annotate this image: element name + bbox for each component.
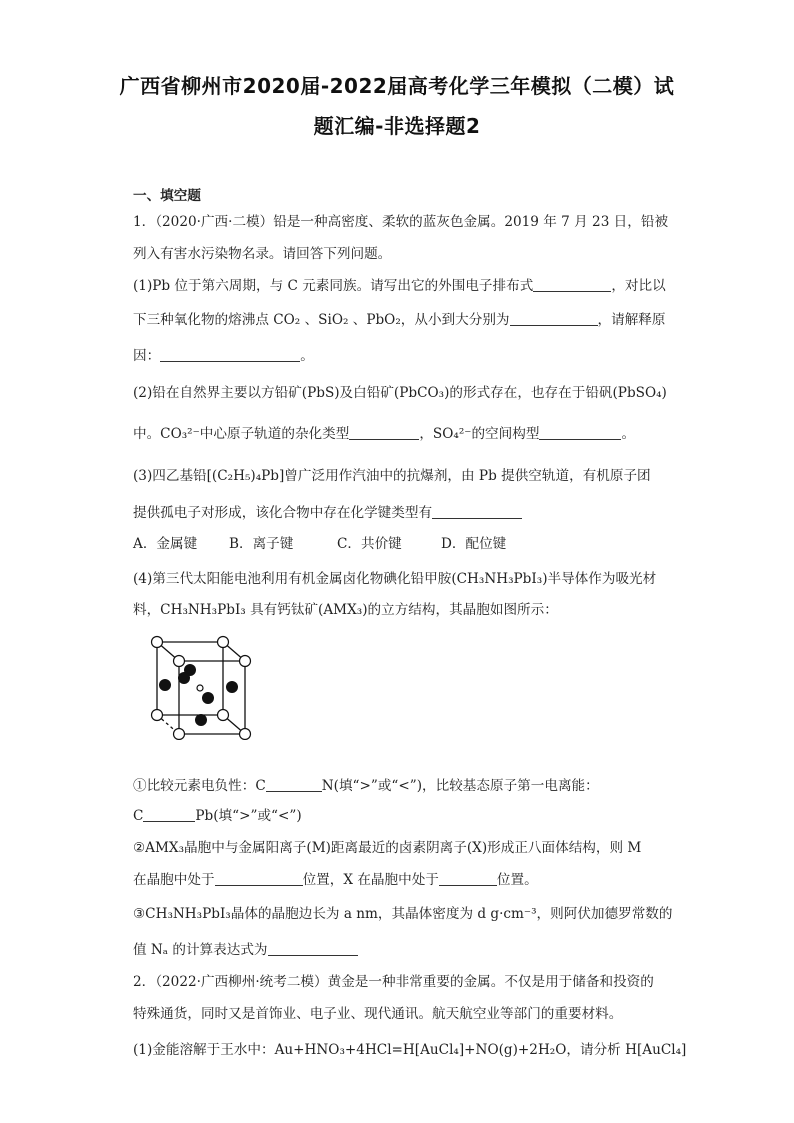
- answer-blank[interactable]: [160, 347, 300, 362]
- text-fragment: (1)Pb 位于第六周期，与 C 元素同族。请写出它的外围电子排布式: [133, 278, 534, 294]
- corner-atom: [152, 637, 163, 648]
- text-fragment: ，请解释原: [597, 312, 666, 328]
- option-c[interactable]: C．共价键: [337, 536, 402, 552]
- q1-part2-line-2: [133, 424, 673, 444]
- text-fragment: 在晶胞中处于: [133, 872, 215, 888]
- answer-blank[interactable]: [349, 425, 419, 440]
- corner-atom: [240, 656, 251, 667]
- text-fragment: 提供孤电子对形成，该化合物中存在化学键类型有: [133, 505, 433, 521]
- q1-options-row: [133, 534, 673, 554]
- text-fragment: 下三种氧化物的熔沸点 CO₂ 、SiO₂ 、PbO₂，从小到大分别为: [133, 312, 510, 328]
- answer-blank[interactable]: [268, 941, 358, 956]
- face-center-atom: [159, 679, 171, 691]
- text-fragment: Pb(填“>”或“<”): [195, 808, 302, 824]
- q1-part4-line-1: (4)第三代太阳能电池利用有机金属卤化物碘化铅甲胺(CH₃NH₃PbI₃)半导体作为吸光材: [133, 571, 657, 587]
- document-title-line-2: 题汇编-非选择题2: [313, 114, 481, 138]
- corner-atom: [174, 729, 185, 740]
- face-center-atom: [202, 692, 214, 704]
- text-fragment: ，对比以: [611, 278, 666, 294]
- answer-blank[interactable]: [439, 871, 497, 886]
- body-center-atom: [197, 685, 203, 691]
- q1-part3-line-1: (3)四乙基铅[(C₂H₅)₄Pb]曾广泛用作汽油中的抗爆剂，由 Pb 提供空轨道，有机原子团: [133, 468, 651, 484]
- text-fragment: N(填“>”或“<”)，比较基态原子第一电离能：: [321, 778, 599, 794]
- q2-intro-line-2: 特殊通货，同时又是首饰业、电子业、现代通讯。航天航空业等部门的重要材料。: [133, 1006, 623, 1022]
- text-fragment: 位置。: [496, 872, 538, 888]
- answer-blank[interactable]: [510, 311, 598, 326]
- text-fragment: C: [133, 808, 144, 824]
- q1-part3-line-2: [133, 503, 673, 523]
- q2-part1-line-1: (1)金能溶解于王水中：Au+HNO₃+4HCl=H[AuCl₄]+NO(g)+2H₂O，请分析 H[AuCl₄]: [133, 1042, 687, 1058]
- face-center-atom: [195, 714, 207, 726]
- section-heading: 一、填空题: [133, 188, 201, 204]
- text-fragment: 中。CO₃²⁻中心原子轨道的杂化类型: [133, 426, 350, 442]
- corner-atom: [174, 656, 185, 667]
- text-fragment: 。: [300, 348, 314, 364]
- answer-blank[interactable]: [143, 807, 195, 822]
- q1-sub1-line-2: [133, 806, 673, 826]
- answer-blank[interactable]: [215, 871, 303, 886]
- q1-sub3-line-2: [133, 940, 673, 960]
- text-fragment: 。: [621, 426, 636, 442]
- q2-intro-line-1: 2．（2022·广西柳州·统考二模）黄金是一种非常重要的金属。不仅是用于储备和投资的: [133, 974, 654, 990]
- q1-sub1-line-1: [133, 776, 673, 796]
- corner-atom: [218, 710, 229, 721]
- face-center-atom: [178, 672, 190, 684]
- document-title-line-1: 广西省柳州市2020届-2022届高考化学三年模拟（二模）试: [119, 74, 675, 98]
- q1-part4-line-2: 料，CH₃NH₃PbI₃ 具有钙钛矿(AMX₃)的立方结构，其晶胞如图所示：: [133, 602, 558, 618]
- option-d[interactable]: D．配位键: [441, 536, 507, 552]
- answer-blank[interactable]: [432, 504, 522, 519]
- q1-sub2-line-2: [133, 870, 673, 890]
- q1-intro-line-2: 列入有害水污染物名录。请回答下列问题。: [133, 246, 392, 262]
- option-a[interactable]: A．金属键: [133, 536, 198, 552]
- text-fragment: 位置，X 在晶胞中处于: [302, 872, 439, 888]
- answer-blank[interactable]: [539, 425, 621, 440]
- text-fragment: ，SO₄²⁻的空间构型: [419, 426, 540, 442]
- answer-blank[interactable]: [533, 277, 611, 292]
- q1-sub3-line-1: ③CH₃NH₃PbI₃晶体的晶胞边长为 a nm，其晶体密度为 d g·cm⁻³，则阿伏加德罗常数的: [133, 906, 673, 922]
- q1-part1-line-3: [133, 346, 673, 366]
- text-fragment: 因：: [133, 348, 161, 364]
- corner-atom: [218, 637, 229, 648]
- q1-sub2-line-1: ②AMX₃晶胞中与金属阳离子(M)距离最近的卤素阴离子(X)形成正八面体结构，则 M: [133, 840, 642, 856]
- text-fragment: ①比较元素电负性：C: [133, 778, 266, 794]
- text-fragment: 值 Nₐ 的计算表达式为: [133, 942, 268, 958]
- q1-intro-line-1: 1．（2020·广西·二模）铅是一种高密度、柔软的蓝灰色金属。2019 年 7 月 23 日，铅被: [133, 214, 669, 230]
- option-b[interactable]: B．离子键: [229, 536, 294, 552]
- corner-atom: [240, 729, 251, 740]
- q1-part1-line-2: [133, 310, 673, 330]
- corner-atom: [152, 710, 163, 721]
- perovskite-unit-cell-diagram: [145, 630, 255, 740]
- q1-part2-line-1: (2)铅在自然界主要以方铅矿(PbS)及白铅矿(PbCO₃)的形式存在，也存在于铅矾(PbSO₄): [133, 385, 667, 401]
- q1-part1-line-1: [133, 276, 673, 296]
- face-center-atom: [226, 681, 238, 693]
- answer-blank[interactable]: [266, 777, 322, 792]
